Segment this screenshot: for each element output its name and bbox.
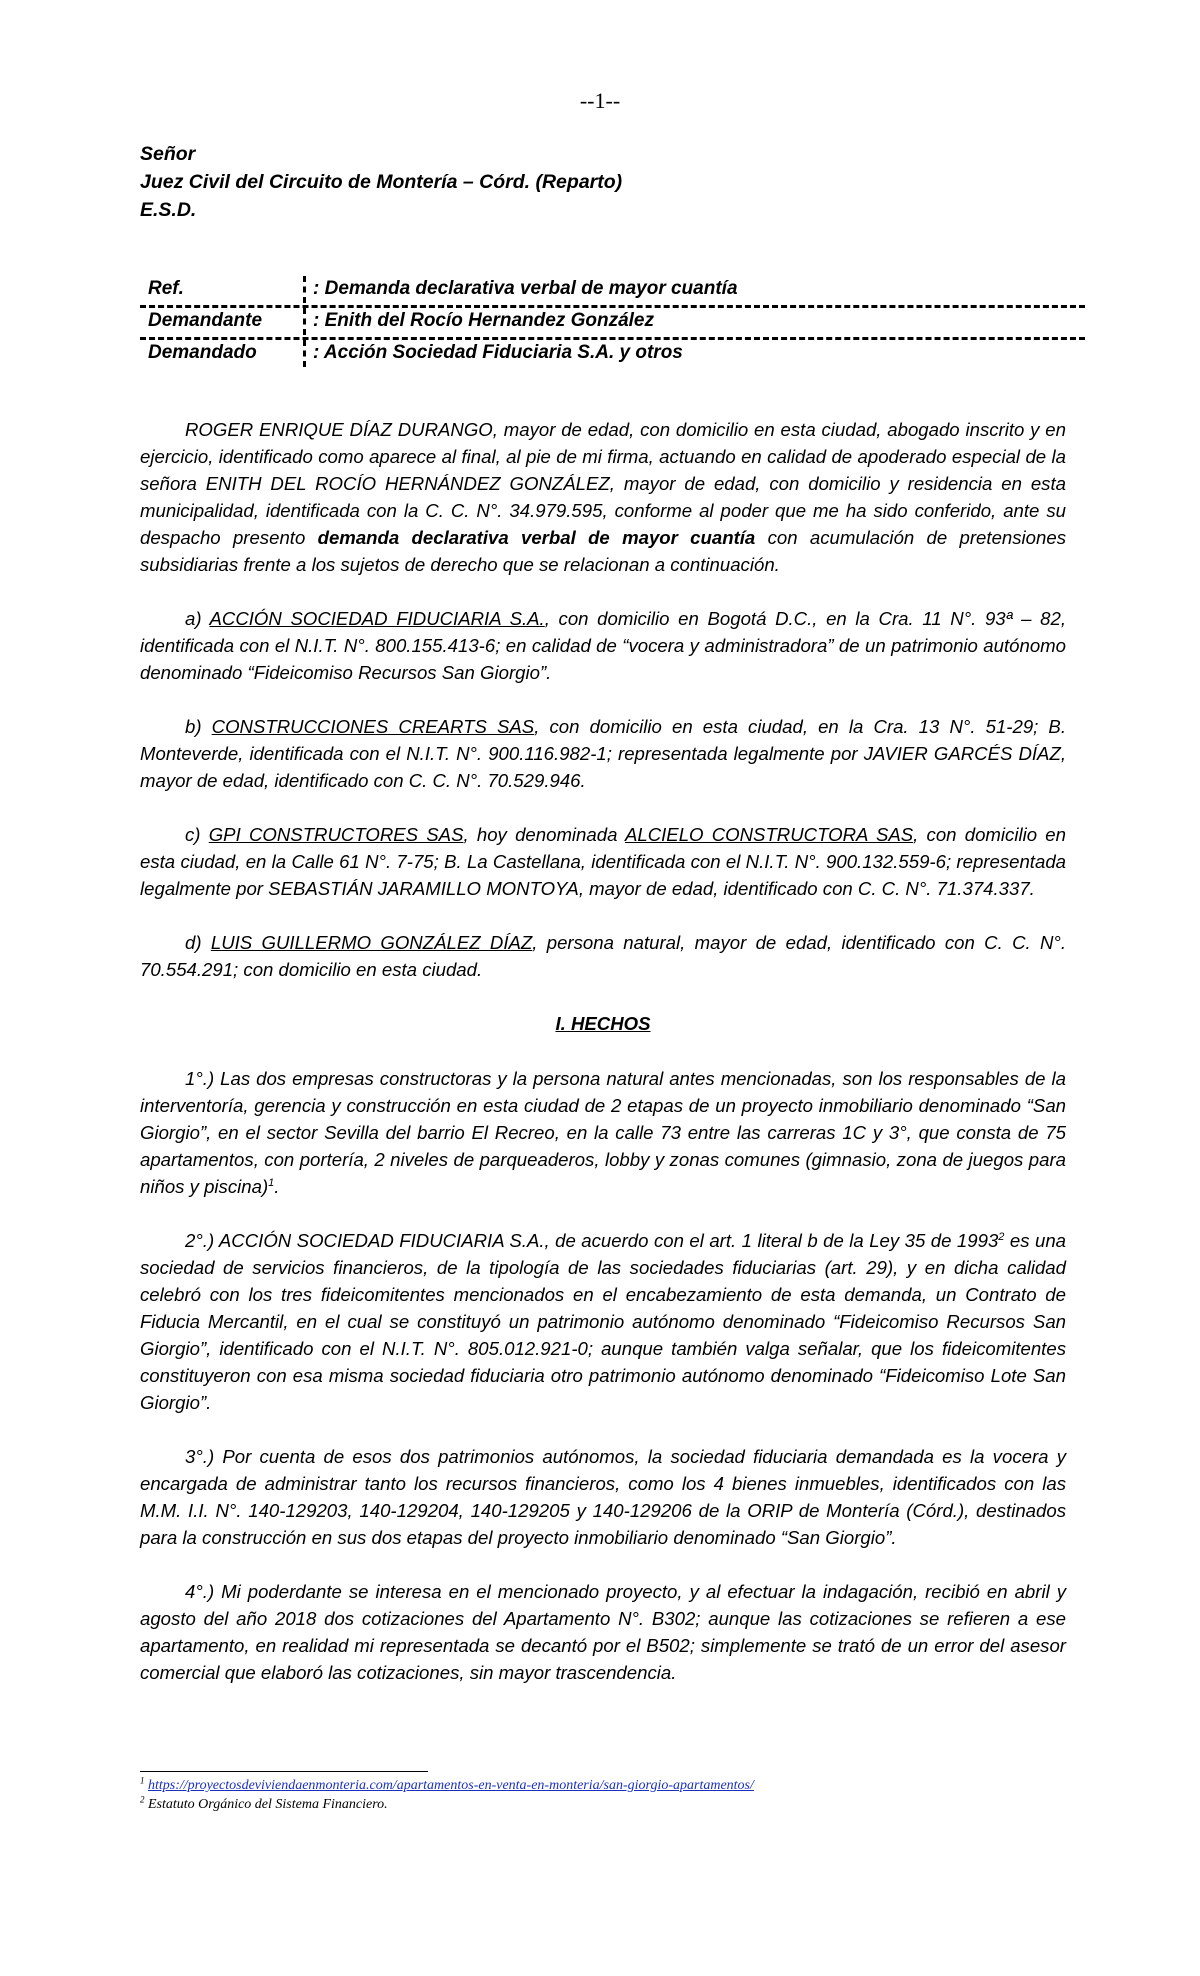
page-number: --1--: [579, 88, 621, 113]
fact-3: 3°.) Por cuenta de esos dos patrimonios autónomos, la sociedad fiduciaria demandada es la vocera y encargada de administrar tanto los recursos financieros, como los 4 bienes inmuebles, identificados con las M.M. I.I. N°. 140-129203, 140-129204, 140-129205 y 140-129206 de la ORIP de Montería (Córd.), destinados para la construcción en sus dos etapas del proyecto inmobiliario denominado “San Giorgio”.: [140, 1446, 1066, 1548]
footnote-1: $^1$ https://proyectosdeviviendaenmonteria.com/apartamentos-en-venta-en-monteria/san-giorgio-apartamentos/: [140, 1775, 754, 1793]
footnote-ref[interactable]: 1: [268, 1176, 275, 1189]
plaintiff-label: Demandante: [148, 310, 263, 331]
ref-separator: [303, 276, 306, 303]
fact-4: 4°.) Mi poderdante se interesa en el mencionado proyecto, y al efectuar la indagación, recibió en abril y agosto del año 2018 dos cotizaciones del Apartamento N°. B302; aunque las cotizaciones se refieren a ese apartamento, en realidad mi representada se decantó por el B502; simplemente se trató de un error del asesor comercial que elaboró las cotizaciones, sin mayor trascendencia.: [140, 1581, 1066, 1683]
intro-paragraph: ROGER ENRIQUE DÍAZ DURANGO, mayor de edad, con domicilio en esta ciudad, abogado inscrito y en ejercicio, identificado como aparece al final, al pie de mi firma, actuando en calidad de apoderado especial de la señora ENITH DEL ROCÍO HERNÁNDEZ GONZÁLEZ, mayor de edad, con domicilio y residencia en esta municipalidad, identificada con la C. C. N°. 34.979.595, conforme al poder que me ha sido conferido, ante su despacho presento demanda declarativa verbal de mayor cuantía con acumulación de pretensiones subsidiarias frente a los sujetos de derecho que se relacionan a continuación.: [140, 419, 1066, 575]
party-b: b) CONSTRUCCIONES CREARTS SAS, con domicilio en esta ciudad, en la Cra. 13 N°. 51-29; B. Monteverde, identificada con el N.I.T. N°. 900.116.982-1; representada legalmente por JAVIER GARCÉS DÍAZ, mayor de edad, identificado con C. C. N°. 70.529.946.: [140, 716, 1066, 791]
reference-table: [140, 276, 1085, 369]
party-name-current: ALCIELO CONSTRUCTORA SAS: [624, 824, 914, 845]
footnotes: [140, 1776, 1090, 1814]
fact-1: 1°.) Las dos empresas constructoras y la persona natural antes mencionadas, son los responsables de la interventoría, gerencia y construcción en esta ciudad de 2 etapas de un proyecto inmobiliario denominado “San Giorgio”, en el sector Sevilla del barrio El Recreo, en la calle 73 entre las carreras 1C y 3°, que consta de 75 apartamentos, con portería, 2 niveles de parqueaderos, lobby y zonas comunes (gimnasio, zona de juegos para niños y piscina)$^1$.: [140, 1068, 1066, 1197]
footnote-2: $^2$ Estatuto Orgánico del Sistema Financiero.: [140, 1794, 388, 1812]
defendant-row: [140, 340, 1085, 369]
footnote-link[interactable]: https://proyectosdeviviendaenmonteria.com/apartamentos-en-venta-en-monteria/san-giorgio-apartamentos/: [148, 1778, 754, 1793]
ref-separator: [303, 308, 306, 335]
addressee-court: Juez Civil del Circuito de Montería – Córd. (Reparto): [140, 171, 623, 193]
plaintiff-value: : Enith del Rocío Hernandez González: [313, 310, 654, 331]
party-name: GPI CONSTRUCTORES SAS: [208, 824, 464, 845]
document-body: [140, 416, 1066, 1713]
party-d: d) LUIS GUILLERMO GONZÁLEZ DÍAZ, persona natural, mayor de edad, identificado con C. C. N°. 70.554.291; con domicilio en esta ciudad.: [140, 932, 1067, 980]
defendant-label: Demandado: [148, 342, 257, 363]
addressee-esd: E.S.D.: [140, 199, 197, 221]
addressee-salutation: Señor: [140, 143, 196, 165]
ref-value: : Demanda declarativa verbal de mayor cuantía: [313, 278, 738, 299]
fact-2: 2°.) ACCIÓN SOCIEDAD FIDUCIARIA S.A., de acuerdo con el art. 1 literal b de la Ley 35 de 1993$^2$ es una sociedad de servicios financieros, de la tipología de las sociedades fiduciarias (art. 29), y en dicha calidad celebró con los tres fideicomitentes mencionados en el encabezamiento de esta demanda, un Contrato de Fiducia Mercantil, en el cual se constituyó un patrimonio autónomo denominado “Fideicomiso Recursos San Giorgio”, identificado con el N.I.T. N°. 805.012.921-0; aunque también valga señalar, que los fideicomitentes constituyeron con esa misma sociedad fiduciaria otro patrimonio autónomo denominado “Fideicomiso Lote San Giorgio”.: [140, 1230, 1067, 1413]
plaintiff-row: [140, 308, 1085, 340]
ref-row: [140, 276, 1085, 308]
section-heading: I. HECHOS: [555, 1013, 651, 1034]
party-name: ACCIÓN SOCIEDAD FIDUCIARIA S.A.: [209, 608, 545, 629]
ref-separator: [303, 340, 306, 367]
footnote-divider: [140, 1771, 428, 1772]
party-a: a) ACCIÓN SOCIEDAD FIDUCIARIA S.A., con domicilio en Bogotá D.C., en la Cra. 11 N°. 93ª – 82, identificada con el N.I.T. N°. 800.155.413-6; en calidad de “vocera y administradora” de un patrimonio autónomo denominado “Fideicomiso Recursos San Giorgio”.: [140, 608, 1067, 683]
addressee-block: [140, 140, 622, 224]
party-name: LUIS GUILLERMO GONZÁLEZ DÍAZ: [210, 932, 533, 953]
claim-type: demanda declarativa verbal de mayor cuantía: [317, 527, 756, 548]
footnote-ref[interactable]: 2: [998, 1230, 1005, 1243]
party-name: CONSTRUCCIONES CREARTS SAS: [211, 716, 535, 737]
defendant-value: : Acción Sociedad Fiduciaria S.A. y otros: [313, 342, 683, 363]
party-c: c) GPI CONSTRUCTORES SAS, hoy denominada ALCIELO CONSTRUCTORA SAS, con domicilio en esta ciudad, en la Calle 61 N°. 7-75; B. La Castellana, identificada con el N.I.T. N°. 900.132.559-6; representada legalmente por SEBASTIÁN JARAMILLO MONTOYA, mayor de edad, identificado con C. C. N°. 71.374.337.: [140, 824, 1066, 899]
ref-label: Ref.: [148, 278, 184, 299]
